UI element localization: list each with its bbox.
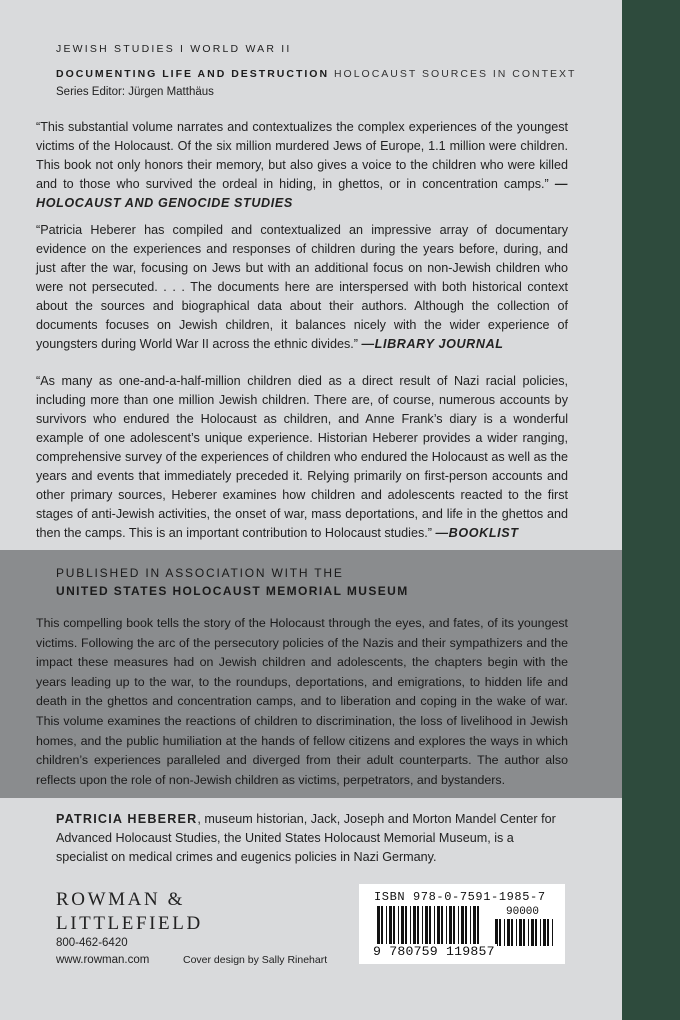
barcode-bar	[381, 906, 383, 946]
author-bio	[56, 810, 568, 867]
association-line-2: UNITED STATES HOLOCAUST MEMORIAL MUSEUM	[56, 584, 409, 598]
barcode-bar	[405, 906, 407, 946]
barcode-bar	[461, 906, 464, 946]
publisher-logo	[56, 888, 203, 936]
spine-strip	[622, 0, 680, 1020]
barcode-bar	[519, 919, 522, 946]
quote-attribution: —BOOKLIST	[435, 526, 519, 540]
barcode-bar	[446, 906, 447, 946]
publisher-phone: 800-462-6420	[56, 937, 128, 949]
barcode-bar	[413, 906, 416, 946]
barcode-bar	[393, 906, 395, 946]
barcode-bar	[453, 906, 455, 946]
barcode-bar	[473, 906, 476, 946]
review-quote-1	[36, 118, 568, 213]
barcode-bar	[386, 906, 387, 946]
barcode-number: 9 780759 119857	[373, 944, 495, 959]
publisher-url: www.rowman.com	[56, 954, 150, 966]
barcode-bar	[535, 919, 537, 946]
publisher-logo-line-2: LITTLEFIELD	[56, 913, 203, 934]
series-subtitle: HOLOCAUST SOURCES IN CONTEXT	[333, 68, 577, 80]
quote-text: “This substantial volume narrates and contextualizes the complex experiences of the youngest victims of the Holocaust. Of the six million murdered Jews of Europe, 1.1 million were children. This book not only honors their memory, but also gives a voice to the children who were killed and to those who survived the ordeal in hiding, in ghettos, or in concentration camps.”	[36, 120, 568, 191]
barcode-bars-addon	[495, 919, 553, 946]
barcode-bar	[531, 919, 534, 946]
barcode-bar	[417, 906, 419, 946]
barcode-bar	[410, 906, 411, 946]
quote-text: “Patricia Heberer has compiled and contextualized an impressive array of documentary evidence on the experiences and responses of children during the years before, during, and just after the war, focusing on Jews but with an additional focus on non-Jewish children who were not persecuted. . . . The documents here are interspersed with both historical context about the sources and biographical data about their authors. Although the collection of documents focuses on Jewish children, it balances nicely with the wider experience of youngsters during World War II across the ethnic divides.”	[36, 223, 568, 351]
series-editor: Series Editor: Jürgen Matthäus	[56, 86, 214, 98]
barcode-bar	[441, 906, 443, 946]
barcode-bar	[528, 919, 529, 946]
isbn-text: ISBN 978-0-7591-1985-7	[374, 890, 546, 904]
barcode-bar	[422, 906, 423, 946]
quote-text: “As many as one-and-a-half-million children died as a direct result of Nazi racial policies, including more than one million Jewish children. There are, of course, numerous accounts by survivors who endured the Holocaust as children, and Anne Frank’s diary is a wonderful example of one adolescent’s unique experience. Historian Heberer provides a wider ranging, comprehensive survey of the experiences of children who endured the Holocaust as well as the years and events that immediately preceded it. Relying primarily on first-person accounts and other primary sources, Heberer examines how children and adolescents reacted to the first stages of anti-Jewish activities, the onset of war, mass deportations, and life in the ghettos and then the camps. This is an important contribution to Holocaust studies.”	[36, 374, 568, 540]
barcode-bar	[458, 906, 459, 946]
barcode-bar	[511, 919, 513, 946]
quote-attribution: —HOLOCAUST AND GENOCIDE STUDIES	[36, 177, 569, 210]
series-subjects: JEWISH STUDIES I WORLD WAR II	[56, 43, 292, 55]
cover-credit: Cover design by Sally Rinehart	[183, 954, 328, 966]
barcode-bar	[516, 919, 517, 946]
barcode-bar	[429, 906, 431, 946]
publisher-logo-line-1: ROWMAN &	[56, 889, 185, 910]
barcode-bar	[495, 919, 498, 946]
barcode-bar	[523, 919, 525, 946]
barcode-bar	[540, 919, 541, 946]
barcode-bar	[477, 906, 479, 946]
review-quote-2	[36, 221, 568, 354]
barcode-bar	[547, 919, 549, 946]
barcode-bar	[552, 919, 553, 946]
barcode-bar	[507, 919, 510, 946]
barcode-bar	[377, 906, 380, 946]
author-bio-text: , museum historian, Jack, Joseph and Morton Mandel Center for Advanced Holocaust Studies, the United States Holocaust Memorial Museum, is a specialist on medical crimes and eugenics policies in Nazi Germany.	[56, 812, 556, 864]
barcode-bar	[398, 906, 399, 946]
association-line-1: PUBLISHED IN ASSOCIATION WITH THE	[56, 566, 344, 580]
price-code: 90000	[506, 906, 540, 918]
barcode-bar	[449, 906, 452, 946]
barcode-bar	[389, 906, 392, 946]
barcode-bars-main	[377, 906, 479, 946]
series-title	[56, 68, 576, 80]
barcode-bar	[425, 906, 428, 946]
barcode-bar	[434, 906, 435, 946]
barcode-bar	[465, 906, 467, 946]
barcode-bar	[401, 906, 404, 946]
book-description: This compelling book tells the story of the Holocaust through the eyes, and fates, of its youngest victims. Following the arc of the persecutory policies of the Nazis and their sympathizers and the impact these measures had on Jewish children and adolescents, the chapters begin with the years leading up to the war, to the roundups, deportations, and emigrations, to hidden life and death in the ghettos and concentration camps, and to liberation and coping in the wake of war. This volume examines the reactions of children to discrimination, the loss of livelihood in Jewish homes, and the public humiliation at the hands of fellow citizens and explores the ways in which children’s experiences paralleled and diverged from their adult counterparts. The author also reflects upon the role of non-Jewish children as victims, perpetrators, and bystanders.	[36, 616, 568, 787]
barcode-bar	[437, 906, 440, 946]
barcode-bar	[543, 919, 546, 946]
review-quote-3	[36, 372, 568, 543]
barcode-box	[359, 884, 565, 964]
quote-attribution: —LIBRARY JOURNAL	[361, 337, 504, 351]
barcode-bar	[499, 919, 501, 946]
barcode-bar	[470, 906, 471, 946]
series-name: DOCUMENTING LIFE AND DESTRUCTION	[56, 68, 330, 80]
barcode-bar	[504, 919, 505, 946]
author-name: PATRICIA HEBERER	[56, 812, 198, 826]
